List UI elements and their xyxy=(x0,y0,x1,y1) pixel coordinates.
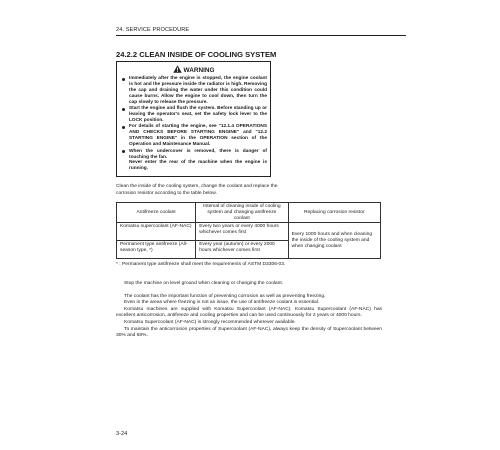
table-row xyxy=(117,223,381,241)
body-paragraph: Even in the areas where freezing is not an issue, the use of antifreeze coolant is essential. xyxy=(124,300,320,306)
page-number: 3-24 xyxy=(116,431,128,437)
warning-label: WARNING xyxy=(183,67,215,74)
warning-heading xyxy=(117,65,270,74)
table-cell-resistor: Every 1000 hours and when cleaning the inside of the cooling system and when changing coolant xyxy=(288,223,380,259)
column-header: Interval of cleaning inside of cooling system and changing antifreeze coolant xyxy=(196,203,288,223)
warning-item: When the undercover is removed, there is danger of touching the fan. Never enter the rear of the machine when the engine is running. xyxy=(121,149,267,173)
column-header: Replacing corrosion resistor xyxy=(288,203,380,223)
intro-paragraph: Clean the inside of the cooling system, change the coolant and replace the corrosion resistor according to the table below. xyxy=(116,184,278,196)
table-header-row xyxy=(117,203,381,223)
coolant-table xyxy=(116,202,381,259)
body-paragraph: To maintain the anticorrosion properties of Supercoolant (AF-NAC), always keep the density of Supercoolant between 30% and 68%. xyxy=(116,326,382,339)
header-rule xyxy=(116,35,406,36)
table-cell: Komatsu supercoolant (AF-NAC) xyxy=(117,223,196,241)
section-header: 24. SERVICE PROCEDURE xyxy=(116,27,190,33)
body-paragraph: Komatsu machines are supplied with Komatsu Supercoolant (AF-NAC). Komatsu Supercoolant (AF-NAC) has excellent anticorrosion, antifreeze and cooling properties and can be used continuously for 2 years or 4000 hours. xyxy=(116,306,382,319)
column-header: Antifreeze coolant xyxy=(117,203,196,223)
body-paragraph: The coolant has the important function of preventing corrosion as well as preventing freezing. xyxy=(124,293,326,299)
footnote: * : Permanent type antifreeze shall meet the requirements of ASTM D3306-03. xyxy=(116,262,286,267)
warning-item: Immediately after the engine is stopped, the engine coolant is hot and the pressure inside the radiator is high. Removing the cap and draining the water under this condition could cause burns. Allow the engine to cool down, then turn the cap slowly to release the pressure. xyxy=(121,76,267,106)
warning-item: Start the engine and flush the system. Before standing up or leaving the operator's seat, set the safety lock lever to the LOCK position. xyxy=(121,106,267,124)
table-cell: Permanent type antifreeze (All-season type, *) xyxy=(117,241,196,259)
warning-triangle-icon xyxy=(173,65,182,73)
warning-list xyxy=(121,76,267,173)
warning-box xyxy=(116,61,271,177)
body-paragraph: Stop the machine on level ground when cleaning or changing the coolant. xyxy=(124,281,284,286)
body-paragraph: Komatsu Supercoolant (AF-NAC) is strongly recommended wherever available. xyxy=(124,319,296,325)
warning-item: For details of starting the engine, see "12.1.4 OPERATIONS AND CHECKS BEFORE STARTING ENGINE" and "12.2 STARTING ENGINE" in the OPERATION section of the Operation and Maintenance Manual. xyxy=(121,124,267,148)
table-cell: Every year (autumn) or every 2000 hours whichever comes first xyxy=(196,241,288,259)
warning-subtext: Never enter the rear of the machine when the engine is running. xyxy=(129,160,267,172)
table-cell: Every two years or every 4000 hours whichever comes first xyxy=(196,223,288,241)
section-title: 24.2.2 CLEAN INSIDE OF COOLING SYSTEM xyxy=(116,50,277,59)
body-text xyxy=(116,281,382,340)
